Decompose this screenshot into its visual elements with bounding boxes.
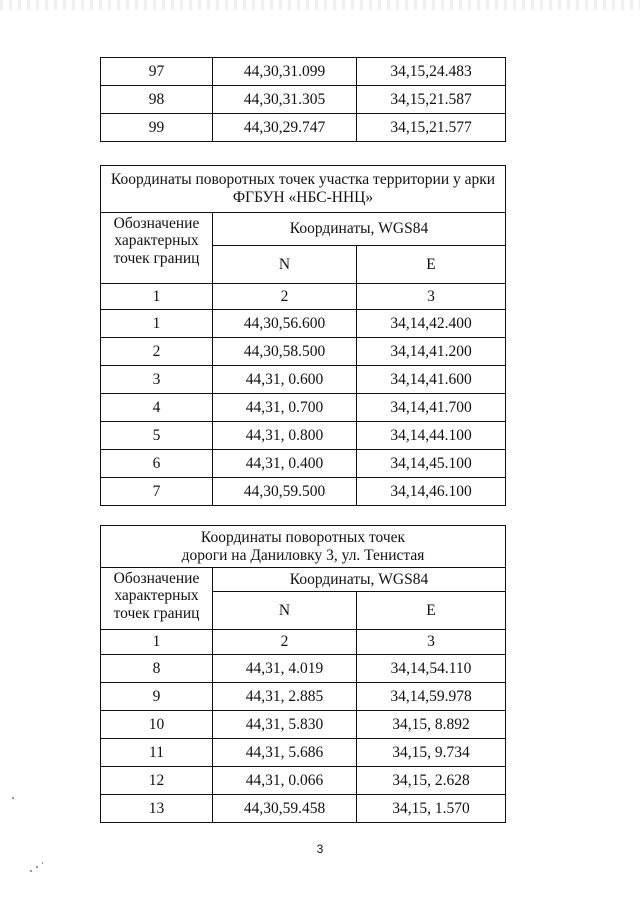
n-header: N	[213, 246, 357, 284]
table-row	[101, 739, 506, 767]
n-coordinate-cell: 44,31, 0.600	[213, 366, 357, 394]
scan-speck	[42, 862, 43, 864]
column-numbers-row	[101, 284, 506, 310]
e-coordinate-cell: 34,15, 2.628	[357, 767, 506, 795]
point-number-cell: 1	[101, 310, 213, 338]
table-row	[101, 338, 506, 366]
point-number-cell: 13	[101, 795, 213, 823]
point-number-cell: 9	[101, 683, 213, 711]
n-coordinate-cell: 44,30,56.600	[213, 310, 357, 338]
n-coordinate-cell: 44,31, 0.400	[213, 450, 357, 478]
n-coordinate-cell: 44,31, 5.830	[213, 711, 357, 739]
table-row	[101, 767, 506, 795]
point-number-cell: 4	[101, 394, 213, 422]
n-coordinate-cell: 44,31, 0.800	[213, 422, 357, 450]
e-coordinate-cell: 34,14,41.200	[357, 338, 506, 366]
e-coordinate-cell: 34,14,46.100	[357, 478, 506, 506]
n-coordinate-cell: 44,30,59.458	[213, 795, 357, 823]
n-coordinate-cell: 44,31, 5.686	[213, 739, 357, 767]
table-row	[101, 795, 506, 823]
table-row	[101, 366, 506, 394]
designation-header: Обозначение характерных точек границ	[101, 213, 213, 284]
e-coordinate-cell: 34,15, 9.734	[357, 739, 506, 767]
n-coordinate-cell: 44,30,31.099	[213, 58, 357, 86]
e-coordinate-cell: 34,14,54.110	[357, 655, 506, 683]
point-number-cell: 6	[101, 450, 213, 478]
n-coordinate-cell: 44,31, 0.700	[213, 394, 357, 422]
table-row	[101, 310, 506, 338]
e-coordinate-cell: 34,15,21.577	[357, 114, 506, 142]
table-row	[101, 422, 506, 450]
e-header: E	[357, 246, 506, 284]
table-row	[101, 683, 506, 711]
column-number: 3	[357, 630, 506, 655]
table-row	[101, 655, 506, 683]
table-row	[101, 58, 506, 86]
n-coordinate-cell: 44,31, 2.885	[213, 683, 357, 711]
n-coordinate-cell: 44,30,59.500	[213, 478, 357, 506]
caption-line: Координаты поворотных точек	[200, 528, 406, 546]
point-number-cell: 2	[101, 338, 213, 366]
point-number-cell: 97	[101, 58, 213, 86]
n-coordinate-cell: 44,30,31.305	[213, 86, 357, 114]
point-number-cell: 12	[101, 767, 213, 795]
e-coordinate-cell: 34,14,45.100	[357, 450, 506, 478]
e-coordinate-cell: 34,14,41.600	[357, 366, 506, 394]
coords-table-continuation	[100, 57, 506, 142]
page-number: 3	[316, 842, 324, 856]
n-header: N	[213, 592, 357, 630]
e-coordinate-cell: 34,14,42.400	[357, 310, 506, 338]
point-number-cell: 99	[101, 114, 213, 142]
coords-table-arch-area	[100, 165, 506, 506]
n-coordinate-cell: 44,30,58.500	[213, 338, 357, 366]
scan-speck	[36, 866, 38, 868]
column-number: 2	[213, 284, 357, 310]
column-number: 3	[357, 284, 506, 310]
e-coordinate-cell: 34,14,59.978	[357, 683, 506, 711]
scan-speck	[30, 870, 32, 872]
scan-speck	[12, 797, 14, 799]
coordinates-header: Координаты, WGS84	[213, 568, 506, 592]
point-number-cell: 98	[101, 86, 213, 114]
table-row	[101, 394, 506, 422]
e-coordinate-cell: 34,15,21.587	[357, 86, 506, 114]
e-coordinate-cell: 34,15, 1.570	[357, 795, 506, 823]
e-coordinate-cell: 34,15,24.483	[357, 58, 506, 86]
point-number-cell: 11	[101, 739, 213, 767]
table-caption	[101, 526, 506, 568]
coords-table-danilovka-road	[100, 525, 506, 823]
table-row	[101, 86, 506, 114]
table-row	[101, 114, 506, 142]
column-number: 2	[213, 630, 357, 655]
e-coordinate-cell: 34,14,41.700	[357, 394, 506, 422]
n-coordinate-cell: 44,31, 0.066	[213, 767, 357, 795]
point-number-cell: 7	[101, 478, 213, 506]
table-row	[101, 711, 506, 739]
point-number-cell: 8	[101, 655, 213, 683]
e-coordinate-cell: 34,15, 8.892	[357, 711, 506, 739]
point-number-cell: 10	[101, 711, 213, 739]
scan-edge-noise	[0, 0, 640, 10]
column-number: 1	[101, 630, 213, 655]
n-coordinate-cell: 44,30,29.747	[213, 114, 357, 142]
table-row	[101, 478, 506, 506]
n-coordinate-cell: 44,31, 4.019	[213, 655, 357, 683]
column-number: 1	[101, 284, 213, 310]
e-header: E	[357, 592, 506, 630]
caption-line: дороги на Даниловку 3, ул. Тенистая	[181, 546, 425, 564]
table-row	[101, 450, 506, 478]
e-coordinate-cell: 34,14,44.100	[357, 422, 506, 450]
coordinates-header: Координаты, WGS84	[213, 213, 506, 246]
point-number-cell: 3	[101, 366, 213, 394]
table-caption: Координаты поворотных точек участка территории у арки ФГБУН «НБС-ННЦ»	[101, 166, 506, 213]
designation-header: Обозначение характерных точек границ	[101, 568, 213, 630]
column-numbers-row	[101, 630, 506, 655]
point-number-cell: 5	[101, 422, 213, 450]
